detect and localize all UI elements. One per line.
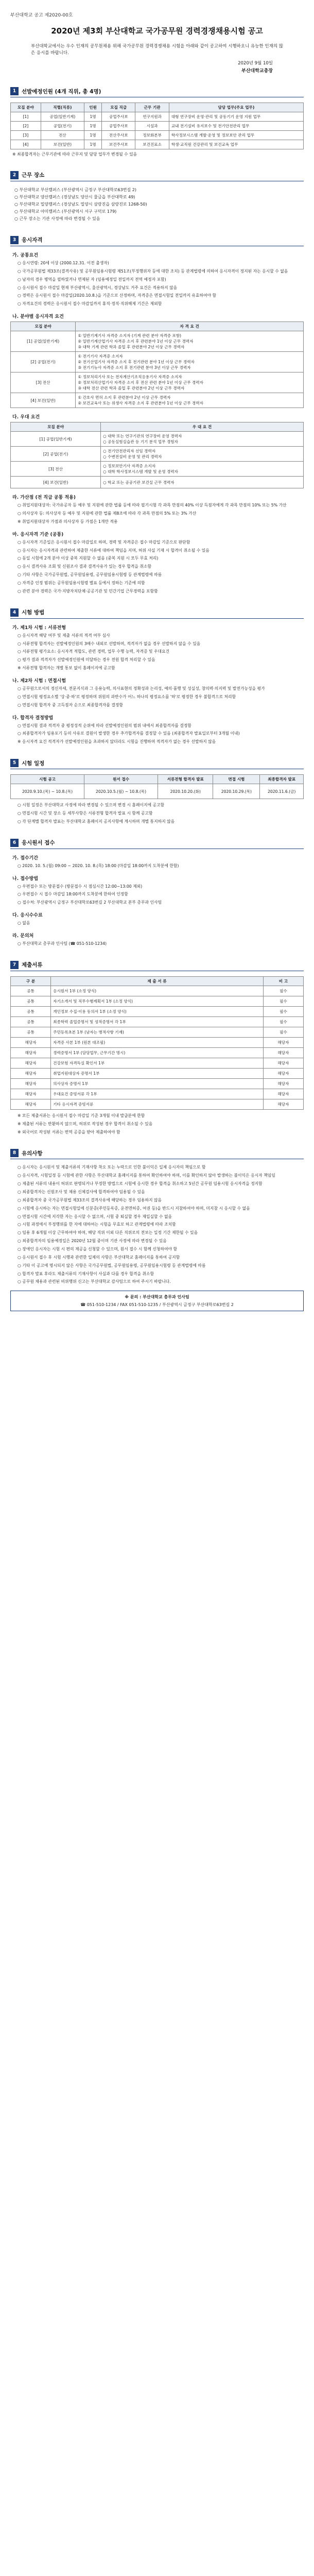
table-row: [11, 1047, 304, 1058]
table-cell: 건강보험 자격득실 확인서 1부: [51, 1058, 264, 1068]
page-title: 2020년 제3회 부산대학교 국가공무원 경력경쟁채용시험 공고: [51, 26, 263, 36]
list-item: ○ 응시원서 접수 마감일 현재 부산광역시, 울산광역시, 경상남도 거주 요건은 적용하지 않음: [18, 285, 178, 290]
list-item: ○ 면접시험 시간에 지각한 자는 응시할 수 없으며, 시험 중 퇴실할 경우 재입실할 수 없음: [18, 1214, 172, 1219]
schedule-table: [10, 774, 304, 799]
table-cell: 해당자: [11, 1047, 51, 1058]
list-item: ○ 자격요건의 경력은 응시원서 접수 마감일까지 휴직·정직·직위해제 기간은 제외함: [18, 301, 162, 307]
list-item: ○ 자격증 인정 범위는 공무원임용시험령 별표 등에서 정하는 기준에 의함: [18, 580, 145, 585]
list-item: ○ 면접시험 평정요소별 '상·중·하'로 평정하며 위원의 과반수가 어느 하나의 평정요소를 '하'로 평정한 경우 불합격으로 처리함: [18, 694, 236, 699]
table-cell: 자기소개서 및 직무수행계획서 1부 (소정 양식): [51, 996, 264, 1006]
contact-box: [10, 1291, 304, 1311]
section-title: 유의사항: [22, 1150, 43, 1157]
list-item: ○ 면접시험 합격자 중 고득점자 순으로 최종합격자를 결정함: [18, 702, 123, 707]
table-row: [11, 131, 304, 140]
table-cell: ○ 전기안전관리자 선임 경력자 ○ 수변전설비 운영 및 관리 경력자: [101, 447, 304, 462]
table-cell: ① 정보처리기사 또는 전자계산기조직응용기사 자격증 소지자 ② 정보처리산업기사 자격증 소지 후 전산 관련 분야 1년 이상 근무 경력자 ③ 대학 전산 관련 학과 졸업 후 관련분야 2년 이상 근무 경력자: [76, 372, 304, 393]
table-cell: 1명: [84, 140, 102, 149]
table-cell: 공업(일반기계): [41, 112, 84, 122]
subsection-title: 나. 접수방법: [12, 876, 39, 882]
schedule-cell: 2020.9.10.(목) ~ 10.8.(목): [11, 784, 84, 799]
list-item: ○ 기타 사항은 국가공무원법, 공무원임용령, 공무원임용시험령 등 관계법령에 따름: [18, 572, 162, 578]
table-cell: 시설과: [135, 122, 169, 131]
list-item: ○ 부산대학교 아미캠퍼스 (부산광역시 서구 구덕로 179): [14, 209, 117, 214]
table-cell: ○ 대학 또는 연구기관의 연구장비 운영 경력자 ○ 공동실험실습관 등 기기 분석 업무 경험자: [101, 432, 304, 447]
table-cell: [4] 보건(일반): [11, 477, 101, 488]
table-cell: 우대요건 증빙서류 각 1부: [51, 1089, 264, 1099]
section-header: [10, 608, 304, 619]
table-row: [11, 352, 304, 372]
column-header: 구 분: [11, 976, 51, 986]
preference-table: [10, 422, 304, 488]
table-row: [11, 996, 304, 1006]
list-item: ○ 최종합격자의 임용예정일은 2020년 12월 중이며 기관 사정에 따라 변경될 수 있음: [18, 1239, 167, 1244]
table-cell: 1명: [84, 122, 102, 131]
application-contact: ○ 부산대학교 총무과 인사팀 (☎ 051-510-1234): [18, 941, 107, 946]
section-title: 제출서류: [22, 962, 43, 969]
list-item: ※ 서류전형 합격자는 개별 통보 없이 홈페이지에 공고함: [18, 666, 115, 671]
table-cell: 1명: [84, 112, 102, 122]
workplace-list: [10, 187, 304, 223]
document-screening: [18, 633, 304, 672]
table-cell: 학사정보시스템 개발·운영 및 정보보안 관리 업무: [169, 131, 303, 140]
table-row: [11, 1078, 304, 1089]
table-cell: ① 간호사 면허 소지 후 관련분야 2년 이상 근무 경력자 ② 보건교육사 또는 위생사 자격증 소지 후 관련분야 1년 이상 근무 경력자: [76, 393, 304, 408]
subsection-title: 다. 합격자 결정방법: [12, 715, 54, 721]
section-title: 근무 장소: [22, 172, 45, 179]
section-number: 6: [10, 839, 19, 847]
list-item: ○ 남자의 경우 병역을 필하였거나 면제된 자 (임용예정일 전일까지 전역 예정자 포함): [18, 277, 166, 282]
list-item: ○ 시험에 응시하는 자는 면접시험일에 신분증(주민등록증, 운전면허증, 여권 등)을 반드시 지참하여야 하며, 미지참 시 응시할 수 없음: [18, 1206, 250, 1211]
column-header: 근무 기관: [135, 103, 169, 112]
list-item: ○ 응시원서 접수 후 시험 시행과 관련한 일체의 사항은 부산대학교 홈페이지를 통하여 공지함: [18, 1255, 180, 1260]
list-item: ○ 합격자 발표 후라도 제출서류의 기재사항이 사실과 다를 경우 합격을 취소함: [18, 1271, 154, 1276]
subsection-title: 마. 응시자격 기준 (공통): [12, 532, 64, 537]
table-cell: 보건주사보: [102, 140, 135, 149]
schedule-cell: 2020.11.6.(금): [260, 784, 304, 799]
list-item: ○ 응시 결격사유 조회 및 신원조사 결과 결격사유가 있는 경우 합격을 취소함: [18, 564, 152, 569]
table-row: [11, 372, 304, 393]
interview-exam: [18, 686, 304, 709]
section-number: 4: [10, 608, 19, 617]
table-cell: 해당자: [11, 1078, 51, 1089]
section-title: 선발예정인원 (4개 직위, 총 4명): [22, 88, 101, 95]
contact-heading: ※ 문의 : 부산대학교 총무과 인사팀: [125, 1295, 189, 1300]
table-row: [11, 393, 304, 408]
subsection-title: 가. 접수기간: [12, 855, 39, 861]
table-cell: 공업주사보: [102, 112, 135, 122]
table-cell: ① 전기기사 자격증 소지자 ② 전기산업기사 자격증 소지 후 전기관련 분야 1년 이상 근무 경력자 ③ 전기기능사 자격증 소지 후 전기관련 분야 3년 이상 근무 경력자: [76, 352, 304, 372]
table-cell: 자격증 사본 1부 (원본 대조필): [51, 1037, 264, 1047]
table-cell: 필수: [263, 1027, 303, 1037]
table-cell: 공업주사보: [102, 122, 135, 131]
table-row: [11, 112, 304, 122]
pass-decision: [18, 723, 304, 746]
table-cell: 필수: [263, 986, 303, 996]
list-item: ○ 각 단계별 합격자 발표는 부산대학교 홈페이지 공지사항에 게시하며 개별 통지하지 않음: [18, 819, 175, 824]
table-cell: 해당자: [263, 1099, 303, 1109]
list-item: ※ 제출된 서류는 반환하지 않으며, 허위로 작성된 경우 합격이 취소될 수 있음: [18, 1121, 153, 1126]
table-row: [11, 1068, 304, 1078]
column-header: 제 출 서 류: [51, 976, 264, 986]
table-cell: 해당자: [11, 1058, 51, 1068]
base-criteria: [18, 539, 304, 595]
notice-date: 2020년 9월 10일: [238, 61, 273, 66]
table-cell: 전산: [41, 131, 84, 140]
column-header: 모집 분야: [11, 322, 76, 331]
list-item: ○ 응시자는 응시원서 및 제출서류의 기재사항 착오 또는 누락으로 인한 불이익은 일체 응시자의 책임으로 함: [18, 1165, 206, 1170]
schedule-cell: 2020.10.20.(화): [158, 784, 213, 799]
bonus-points: [18, 502, 304, 526]
table-cell: [1] 공업(일반기계): [11, 331, 76, 352]
subsection-title: 가. 공통요건: [12, 252, 39, 258]
schedule-cell: 2020.10.5.(월) ~ 10.8.(목): [84, 784, 158, 799]
table-row: [11, 1037, 304, 1047]
table-cell: 공통: [11, 1027, 51, 1037]
application-fee: ○ 없음: [18, 921, 30, 926]
documents-notes: [18, 1113, 304, 1136]
table-cell: 해당자: [11, 1068, 51, 1078]
table-cell: [2]: [11, 122, 41, 131]
section-header: [10, 839, 304, 849]
column-header: 시험 공고: [11, 775, 84, 784]
intro-text: 부산대학교에서는 우수 인재의 공무원채용 위해 국가공무원 경력경쟁채용 시험을 아래와 같이 공고하여 시행하오니 유능한 인재의 많은 응시를 바랍니다.: [31, 44, 283, 56]
section-number: 7: [10, 961, 19, 969]
list-item: ○ 서류전형 평가요소: 응시자격 적합도, 관련 경력, 업무 수행 능력, 자격증 및 우대요건: [18, 649, 170, 654]
subsection-title: 라. 문의처: [12, 934, 34, 939]
list-item: ○ 면접시험 시간 및 장소 등 세부사항은 서류전형 합격자 발표 시 함께 공고함: [18, 810, 153, 816]
section-number: 8: [10, 1149, 19, 1157]
column-header: 담당 업무(주요 업무): [169, 103, 303, 112]
column-header: 자 격 요 건: [76, 322, 304, 331]
table-row: [11, 1027, 304, 1037]
eligibility-table: [10, 321, 304, 408]
list-item: ○ 최종합격자는 신원조사 및 채용 신체검사에 합격하여야 임용될 수 있음: [18, 1190, 145, 1195]
list-item: ○ 최종합격자가 임용포기 등의 사유로 결원이 발생한 경우 추가합격자를 결정할 수 있음 (최종합격자 발표일로부터 3개월 이내): [18, 731, 240, 736]
table-cell: [2] 공업(전기): [11, 352, 76, 372]
list-item: ○ 공무원으로서의 정신자세, 전문지식과 그 응용능력, 의사표현의 정확성과 논리성, 예의·품행 및 성실성, 창의력·의지력 및 발전가능성을 평가: [18, 686, 265, 691]
table-row: [11, 122, 304, 131]
table-cell: 해당자: [263, 1037, 303, 1047]
list-item: ※ 취업지원대상자 가점과 의사상자 등 가점은 1개만 적용: [18, 519, 118, 524]
list-item: ○ 의사상자 등: 의사상자 등 예우 및 지원에 관한 법률 제8조에 따라 각 과목 만점의 5% 또는 3% 가산: [18, 511, 197, 516]
table-cell: ① 일반기계기사 자격증 소지자 (기계 관련 분야 자격증 포함) ② 일반기계산업기사 자격증 소지 후 관련분야 1년 이상 근무 경력자 ③ 대학 기계 관련 학과 졸업 후 관련분야 2년 이상 근무 경력자: [76, 331, 304, 352]
table-cell: 교내 전기설비 유지보수 및 전기안전관리 업무: [169, 122, 303, 131]
table-cell: 해당자: [263, 1058, 303, 1068]
table-cell: [4] 보건(일반): [11, 393, 76, 408]
list-item: ○ 시험 과정에서 부정행위를 한 자에 대하여는 시험을 무효로 하고 관계법령에 따라 조치함: [18, 1222, 176, 1227]
section-header: [10, 961, 304, 971]
list-item: ○ 관련 분야 경력은 국가·지방자치단체·공공기관 및 민간기업 근무경력을 포함함: [18, 588, 158, 594]
table-cell: 전산주사보: [102, 131, 135, 140]
notice-page: [10, 0, 304, 1311]
table-cell: 보건진료소: [135, 140, 169, 149]
column-header: 모집 분야: [11, 103, 41, 112]
section-header: [10, 171, 304, 181]
section-header: [10, 236, 304, 246]
table-cell: 취업지원대상자 증명서 1부: [51, 1068, 264, 1078]
list-item: ○ 부산대학교 밀양캠퍼스 (경상남도 밀양시 삼랑진읍 삼랑진로 1268-50): [14, 201, 147, 207]
table-row: [11, 1089, 304, 1099]
list-item: ○ 서류전형 합격자는 선발예정인원의 3배수 내외로 선발하며, 적격자가 없을 경우 선발하지 않을 수 있음: [18, 641, 201, 646]
list-item: ○ 취업지원대상자: 국가유공자 등 예우 및 지원에 관한 법률 등에 따라 필기시험 각 과목 만점의 40% 이상 득점자에게 각 과목 만점의 10% 또는 5% 가산: [18, 503, 287, 508]
list-item: ○ 평가 결과 적격자가 선발예정인원에 미달하는 경우 전원 합격 처리할 수 있음: [18, 657, 155, 663]
table-cell: [1] 공업(일반기계): [11, 432, 101, 447]
list-item: ○ 근무 장소는 기관 사정에 따라 변경될 수 있음: [14, 216, 100, 221]
section-header: [10, 87, 304, 97]
table-cell: 해당자: [11, 1099, 51, 1109]
table-row: [11, 140, 304, 149]
table-cell: 해당자: [263, 1078, 303, 1089]
list-item: ○ 공무원 채용과 관련된 비위행위 신고는 부산대학교 감사팀으로 하여 주시기 바랍니다.: [18, 1279, 171, 1284]
caution-list: [18, 1164, 304, 1285]
list-item: ○ 임용 후 6개월 이상 근무하여야 하며, 해당 직위 이외 다른 직위로의 전보는 일정 기간 제한될 수 있음: [18, 1230, 198, 1235]
table-cell: 공통: [11, 996, 51, 1006]
table-cell: 대형 연구장비 운영·관리 및 공동기기 운영 지원 업무: [169, 112, 303, 122]
list-item: ○ 부산대학교 양산캠퍼스 (경상남도 양산시 물금읍 부산대학로 49): [14, 194, 135, 199]
column-header: 원서 접수: [84, 775, 158, 784]
table-cell: [3] 전산: [11, 462, 101, 477]
notice-number: 부산대학교 공고 제2020-00호: [10, 13, 73, 18]
list-item: ○ 응시자는 응시자격과 관련하여 제출한 서류에 대하여 책임을 지며, 허위 사실 기재 시 합격이 취소될 수 있음: [18, 548, 210, 553]
table-cell: 해당자: [263, 1047, 303, 1058]
table-cell: 필수: [263, 1006, 303, 1016]
table-row: [11, 331, 304, 352]
table-cell: [2] 공업(전기): [11, 447, 101, 462]
list-item: ○ 경력은 응시원서 접수 마감일(2020.10.8.)을 기준으로 산정하며, 자격증은 면접시험일 전일까지 유효하여야 함: [18, 293, 217, 298]
table-cell: 해당자: [263, 1089, 303, 1099]
subsection-title: 다. 응시수수료: [12, 913, 43, 919]
table-cell: 보건(일반): [41, 140, 84, 149]
table-row: [11, 477, 304, 488]
column-header: 비 고: [263, 976, 303, 986]
list-item: ○ 우편접수 시 접수 마감일 18:00까지 도착분에 한하여 인정함: [18, 892, 128, 897]
table-cell: 최종학력 졸업증명서 및 성적증명서 각 1부: [51, 1016, 264, 1027]
list-item: ○ 동일 시험에 2개 분야 이상 중복 지원할 수 없음 (중복 지원 시 모두 무효 처리): [18, 556, 159, 561]
subsection-title: 나. 분야별 응시자격 요건: [12, 314, 64, 320]
subsection-title: 라. 가산점 (전 직급 공통 적용): [12, 495, 76, 501]
list-item: ○ 최종합격자 중 국가공무원법 제33조의 결격사유에 해당하는 경우 임용하지 않음: [18, 1197, 162, 1202]
table-cell: 공업(전기): [41, 122, 84, 131]
list-item: ○ 응시연령: 20세 이상 (2000.12.31. 이전 출생자): [18, 260, 109, 265]
notice-org: 부산대학교총장: [241, 69, 273, 74]
application-method: [18, 884, 304, 907]
column-header: 우 대 요 건: [101, 422, 304, 432]
table-cell: 해당자: [11, 1037, 51, 1047]
table-row: [11, 432, 304, 447]
table-cell: ○ 정보보안기사 자격증 소지자 ○ 대학 학사정보시스템 개발 및 운영 경력자: [101, 462, 304, 477]
list-item: ○ 시험 일정은 부산대학교 사정에 따라 변경될 수 있으며 변경 시 홈페이지에 공고함: [18, 803, 165, 808]
column-header: 모집 분야: [11, 422, 101, 432]
table-cell: [3] 전산: [11, 372, 76, 393]
table-cell: 응시원서 1부 (소정 양식): [51, 986, 264, 996]
list-item: ※ 모든 제출서류는 응시원서 접수 마감일 기준 3개월 이내 발급분에 한함: [18, 1113, 145, 1118]
list-item: ○ 면접시험 결과 적격자 중 평정성적 순위에 따라 선발예정인원의 범위 내에서 최종합격자를 결정함: [18, 723, 191, 728]
column-header: 모집 직급: [102, 103, 135, 112]
contact-details: ☎ 051-510-1234 / FAX 051-510-1235 / 부산광역시 금정구 부산대학로63번길 2: [80, 1302, 234, 1308]
column-header: 인원: [84, 103, 102, 112]
subsection-title: 나. 제2차 시험 : 면접시험: [12, 678, 66, 684]
list-item: ○ 부산대학교 부산캠퍼스 (부산광역시 금정구 부산대학로63번길 2): [14, 187, 136, 192]
section-number: 5: [10, 759, 19, 767]
list-item: ○ 응시자격 해당 여부 및 제출 서류의 적격 여부 심사: [18, 633, 110, 638]
column-header: 서류전형 합격자 발표: [158, 775, 213, 784]
table-cell: 주민등록초본 1부 (남자는 병적사항 기재): [51, 1027, 264, 1037]
table-row: [11, 462, 304, 477]
schedule-cell: 2020.10.29.(목): [213, 784, 260, 799]
column-header: 최종합격자 발표: [260, 775, 304, 784]
table-row: [11, 447, 304, 462]
table-cell: 필수: [263, 1016, 303, 1027]
table-cell: 기타 응시자격 증빙서류: [51, 1099, 264, 1109]
table-cell: 의사상자 증명서 1부: [51, 1078, 264, 1089]
documents-table: [10, 976, 304, 1110]
application-period: ○ 2020. 10. 5.(월) 09:00 ~ 2020. 10. 8.(목) 18:00 (마감일 18:00까지 도착분에 한함): [18, 863, 179, 868]
table-cell: 학생·교직원 건강관리 및 보건교육 업무: [169, 140, 303, 149]
list-item: ○ 기타 이 공고에 명시되지 않은 사항은 국가공무원법, 공무원임용령, 공무원임용시험령 등 관계법령에 따름: [18, 1263, 206, 1268]
table-row: [11, 1006, 304, 1016]
table-cell: 공통: [11, 1016, 51, 1027]
table-cell: 공통: [11, 1006, 51, 1016]
table-row: [11, 986, 304, 996]
table-cell: 해당자: [263, 1068, 303, 1078]
list-item: ○ 접수처: 부산광역시 금정구 부산대학로63번길 2 부산대학교 본부 총무과 인사팀: [18, 900, 162, 905]
table-cell: ○ 학교 또는 공공기관 보건실 근무 경력자: [101, 477, 304, 488]
table-cell: 경력증명서 1부 (담당업무, 근무기간 명시): [51, 1047, 264, 1058]
list-item: ○ 응시자격, 시험일정 등 시험에 관한 사항은 부산대학교 홈페이지를 통하여 확인하여야 하며, 이를 확인하지 않아 발생하는 불이익은 응시자 책임임: [18, 1173, 275, 1178]
table-cell: [1]: [11, 112, 41, 122]
table-cell: [4]: [11, 140, 41, 149]
section-title: 시험 방법: [22, 609, 45, 616]
list-item: ○ 제출된 서류의 내용이 허위로 판명되거나 부정한 방법으로 시험에 응시한 경우 합격을 취소하고 5년간 공무원 임용시험 응시자격을 정지함: [18, 1181, 263, 1187]
positions-note: ※ 최종합격자는 근무기관에 따라 근무지 및 담당 업무가 변경될 수 있음: [12, 152, 137, 157]
list-item: ○ 장애인 응시자는 시험 시 편의 제공을 신청할 수 있으며, 원서 접수 시 함께 신청하여야 함: [18, 1247, 178, 1252]
list-item: ○ 우편접수 또는 방문접수 (방문접수 시 점심시간 12:00~13:00 제외): [18, 884, 143, 889]
section-number: 2: [10, 171, 19, 179]
section-title: 시험 일정: [22, 760, 45, 767]
list-item: ※ 응시자격 요건 적격자가 선발예정인원을 초과하지 않더라도 시험을 진행하며 적격자가 없는 경우 선발하지 않음: [18, 739, 216, 744]
table-cell: 1명: [84, 131, 102, 140]
table-cell: 공통: [11, 986, 51, 996]
section-number: 1: [10, 87, 19, 95]
section-header: [10, 1149, 304, 1159]
list-item: ※ 외국어로 작성된 서류는 번역 공증을 받아 제출하여야 함: [18, 1129, 120, 1134]
positions-table: [10, 103, 304, 149]
column-header: 면접 시험: [213, 775, 260, 784]
subsection-title: 다. 우대 요건: [12, 415, 40, 420]
table-cell: [3]: [11, 131, 41, 140]
column-header: 직렬(직류): [41, 103, 84, 112]
table-row: [11, 1016, 304, 1027]
table-cell: 정보화본부: [135, 131, 169, 140]
table-cell: 개인정보 수집·이용 동의서 1부 (소정 양식): [51, 1006, 264, 1016]
section-header: [10, 759, 304, 769]
table-cell: 필수: [263, 996, 303, 1006]
section-title: 응시원서 접수: [22, 840, 55, 846]
table-row: [11, 1058, 304, 1068]
section-title: 응시자격: [22, 237, 43, 244]
table-row: [11, 1099, 304, 1109]
list-item: ○ 응시자격 기준일은 응시원서 접수 마감일로 하며, 경력 및 자격증은 접수 마감일 기준으로 판단함: [18, 539, 190, 545]
schedule-notes: [18, 802, 304, 825]
table-cell: 해당자: [11, 1089, 51, 1099]
common-eligibility: [18, 260, 304, 308]
subsection-title: 가. 제1차 시험 : 서류전형: [12, 625, 66, 631]
table-cell: 연구지원과: [135, 112, 169, 122]
section-number: 3: [10, 236, 19, 244]
list-item: ○ 국가공무원법 제33조(결격사유) 및 공무원임용시험령 제51조(부정행위자 등에 대한 조치) 등 관계법령에 의하여 응시자격이 정지된 자는 응시할 수 없음: [18, 268, 288, 274]
